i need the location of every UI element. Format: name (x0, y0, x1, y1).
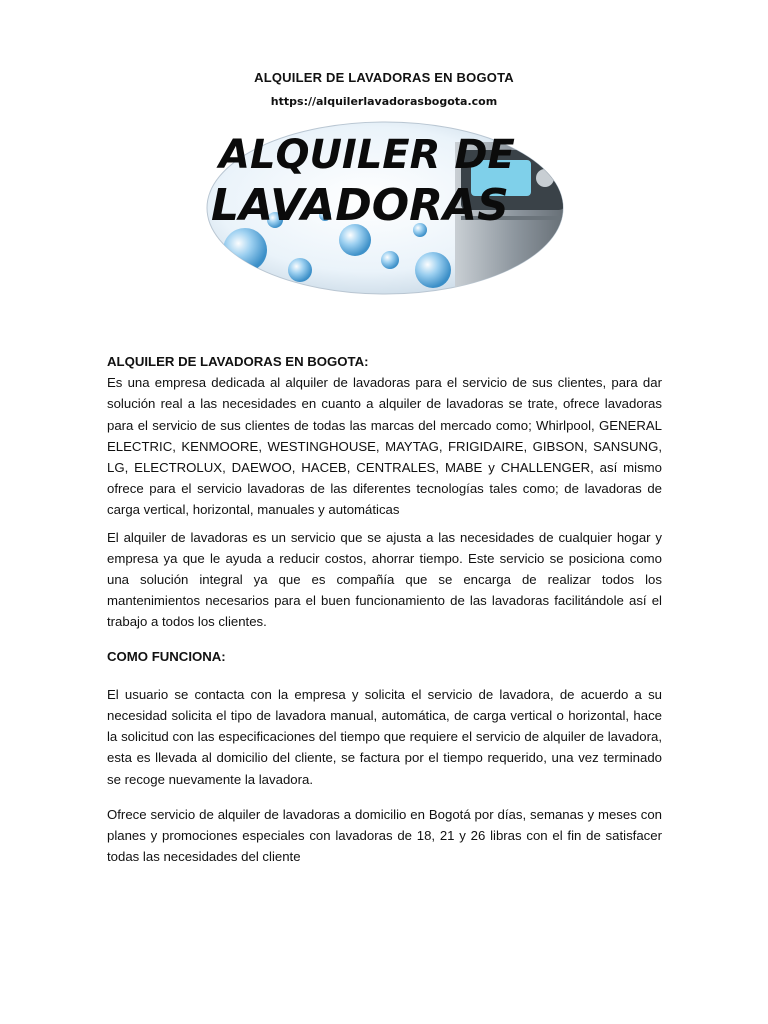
section-heading: COMO FUNCIONA: (107, 648, 226, 664)
logo-text-line1: ALQUILER DE (219, 132, 515, 178)
website-url: https://alquilerlavadorasbogota.com (270, 95, 498, 108)
paragraph: Es una empresa dedicada al alquiler de lavadoras para el servicio de sus clientes, para dar solución real a las necesidades en cuanto a alquiler de lavadoras se trate, ofrece lavadoras para el servicio de sus clientes de todas las marcas del mercado como; Whirlpool, GENERAL ELECTRIC, KENMOORE, WESTINGHOUSE, MAYTAG, FRIGIDAIRE, GIBSON, SANSUNG, LG, ELECTROLUX, DAEWOO, HACEB, CENTRALES, MABE y CHALLENGER, así mismo ofrece para el servicio lavadoras de las diferentes tecnologías tales como; de lavadoras de carga vertical, horizontal, manuales y automáticas (107, 375, 662, 518)
section-heading: ALQUILER DE LAVADORAS EN BOGOTA: (107, 354, 369, 369)
document-body (107, 351, 662, 867)
paragraph: Ofrece servicio de alquiler de lavadoras a domicilio en Bogotá por días, semanas y meses con planes y promociones especiales con lavadoras de 18, 21 y 26 libras con el fin de satisfacer todas las necesidades del cliente (107, 806, 662, 865)
document-title: ALQUILER DE LAVADORAS EN BOGOTA (254, 70, 514, 85)
paragraph: El usuario se contacta con la empresa y solicita el servicio de lavadora, de acuerdo a su necesidad solicita el tipo de lavadora manual, automática, de carga vertical o horizontal, hace la solicitud con las especificaciones del tiempo que requiere el servicio de alquiler de lavadora, esta es llevada al domicilio del cliente, se factura por el tiempo requerido, una vez terminado se recoge nuevamente la lavadora. (107, 686, 662, 787)
paragraph: El alquiler de lavadoras es un servicio que se ajusta a las necesidades de cualquier hogar y empresa ya que le ayuda a reducir costos, ahorrar tiempo. Este servicio se posiciona como una solución integral ya que es compañía que se encarga de realizar todos los mantenimientos necesarios para el buen funcionamiento de las lavadoras facilitándole así el trabajo a todos los clientes. (107, 529, 662, 630)
logo-text-line2: LAVADORAS (211, 180, 509, 231)
logo-image (205, 120, 565, 296)
